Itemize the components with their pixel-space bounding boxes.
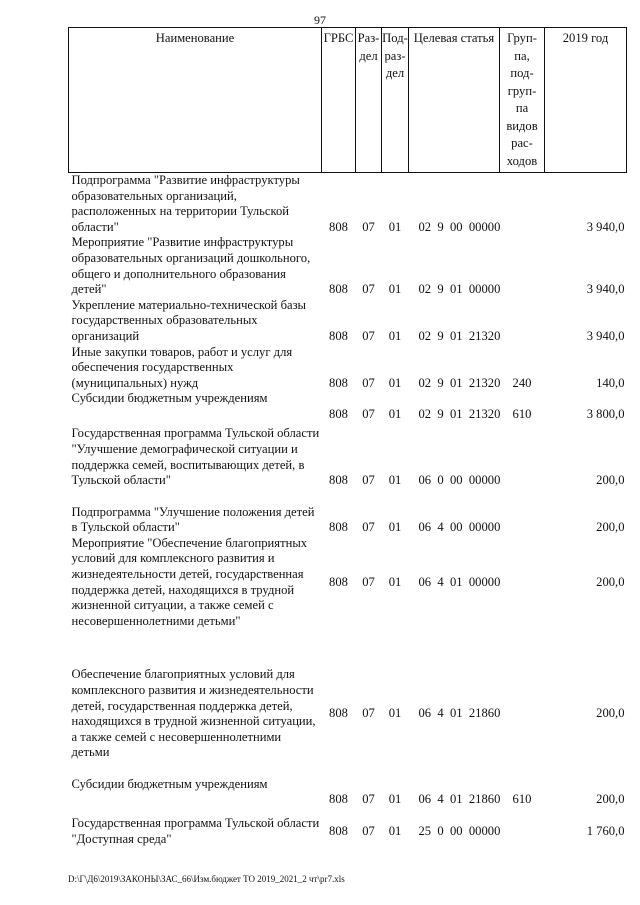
budget-table [68,27,627,847]
row-grbs: 808 [329,792,348,807]
row-amount: 200,0 [596,792,625,807]
row-razdel: 07 [362,706,375,721]
row-name: Государственная программа Тульской области "Доступная среда" [71,816,320,846]
row-grbs: 808 [329,574,348,589]
row-podrazdel: 01 [388,473,402,488]
row-group [500,173,545,236]
row-razdel: 07 [362,792,375,807]
row-grbs: 808 [329,406,348,421]
row-name: Субсидии бюджетным учреждениям [71,391,268,406]
row-group [500,235,545,297]
row-name: Государственная программа Тульской области "Улучшение демографической ситуации и поддержка семей, воспитывающих детей, в Тульской области" [71,426,320,488]
header-year: 2019 год [545,28,627,173]
row-target: 02 9 01 21320 [418,406,501,421]
row-razdel: 07 [362,473,375,488]
row-group [500,816,545,847]
row-razdel: 07 [362,219,375,234]
row-group [500,667,545,761]
row-name: Иные закупки товаров, работ и услуг для обеспечения государственных (муниципальных) нужд [71,344,293,390]
row-target: 02 9 01 00000 [418,282,501,297]
row-razdel: 07 [362,520,375,535]
table-row [69,777,627,808]
row-amount: 1 760,0 [586,823,625,838]
row-target: 06 0 00 00000 [418,473,501,488]
row-amount: 3 800,0 [586,406,625,421]
row-podrazdel: 01 [388,375,402,390]
row-name: Подпрограмма "Улучшение положения детей в Тульской области" [71,504,315,535]
table-header-row [69,28,627,173]
row-grbs: 808 [329,520,348,535]
row-group: 610 [512,792,532,807]
row-target: 06 4 01 21860 [418,706,501,721]
table-row [69,536,627,630]
table-row [69,345,627,392]
table-row [69,391,627,422]
row-podrazdel: 01 [388,520,402,535]
table-row [69,173,627,236]
row-grbs: 808 [329,823,348,838]
row-name: Обеспечение благоприятных условий для комплексного развития и жизнедеятельности детей, государственная поддержка детей, находящихся в трудной жизненной ситуации, а также семей с несовершеннолетними детьми [71,667,316,760]
row-target: 02 9 01 21320 [418,375,501,390]
row-target: 02 9 01 21320 [418,328,501,343]
row-amount: 200,0 [596,706,625,721]
row-target: 06 4 01 21860 [418,792,501,807]
row-amount: 200,0 [596,473,625,488]
table-row [69,298,627,345]
row-target: 06 4 01 00000 [418,574,501,589]
row-podrazdel: 01 [388,574,402,589]
row-podrazdel: 01 [388,406,402,421]
row-group [500,298,545,345]
row-razdel: 07 [362,574,375,589]
row-grbs: 808 [329,219,348,234]
row-grbs: 808 [329,375,348,390]
row-podrazdel: 01 [388,823,402,838]
row-target: 02 9 00 00000 [418,219,501,234]
table-row [69,505,627,536]
header-group: Груп- па, под- груп- па видов рас- ходов [500,28,545,173]
row-grbs: 808 [329,706,348,721]
row-group [500,426,545,488]
file-path-footer: D:\Г\Д6\2019\ЗАКОНЫ\ЗАС_66\Изм.бюджет ТО 2019_2021_2 чт\pr7.xls [68,874,345,884]
row-podrazdel: 01 [388,792,402,807]
header-podrazdel: Под- раз- дел [382,28,409,173]
row-amount: 3 940,0 [586,219,625,234]
row-razdel: 07 [362,823,375,838]
row-name: Субсидии бюджетным учреждениям [71,777,268,791]
row-name: Подпрограмма "Развитие инфраструктуры образовательных организаций, расположенных на территории Тульской области" [71,173,300,234]
row-grbs: 808 [329,328,348,343]
row-podrazdel: 01 [388,282,402,297]
table-row [69,667,627,761]
row-podrazdel: 01 [388,328,402,343]
header-name: Наименование [69,28,322,173]
row-amount: 3 940,0 [586,282,625,297]
row-target: 25 0 00 00000 [418,823,501,838]
table-body [69,173,627,848]
row-target: 06 4 00 00000 [418,520,501,535]
row-group: 240 [512,375,532,390]
row-name: Укрепление материально-технической базы государственных образовательных организаций [71,297,307,343]
row-podrazdel: 01 [388,706,402,721]
table-row [69,426,627,488]
row-amount: 3 940,0 [586,328,625,343]
row-grbs: 808 [329,282,348,297]
row-name: Мероприятие "Обеспечение благоприятных условий для комплексного развития и жизнедеятельности детей, государственная поддержка детей, находящихся в трудной жизненной ситуации, а также семей с несовершеннолетними детьми" [71,535,308,628]
table-row [69,816,627,847]
header-target: Целевая статья [409,28,500,173]
row-razdel: 07 [362,282,375,297]
row-razdel: 07 [362,328,375,343]
row-razdel: 07 [362,406,375,421]
row-group [500,505,545,536]
row-grbs: 808 [329,473,348,488]
row-razdel: 07 [362,375,375,390]
row-amount: 200,0 [596,520,625,535]
page-number: 97 [314,13,326,27]
row-podrazdel: 01 [388,219,402,234]
header-grbs: ГРБС [322,28,356,173]
row-group: 610 [512,406,532,421]
row-amount: 200,0 [596,574,625,589]
row-amount: 140,0 [596,375,625,390]
header-razdel: Раз- дел [356,28,382,173]
row-name: Мероприятие "Развитие инфраструктуры образовательных организаций дошкольного, общего и дополнительного образования детей" [71,235,311,297]
table-row [69,235,627,297]
row-group [500,536,545,630]
